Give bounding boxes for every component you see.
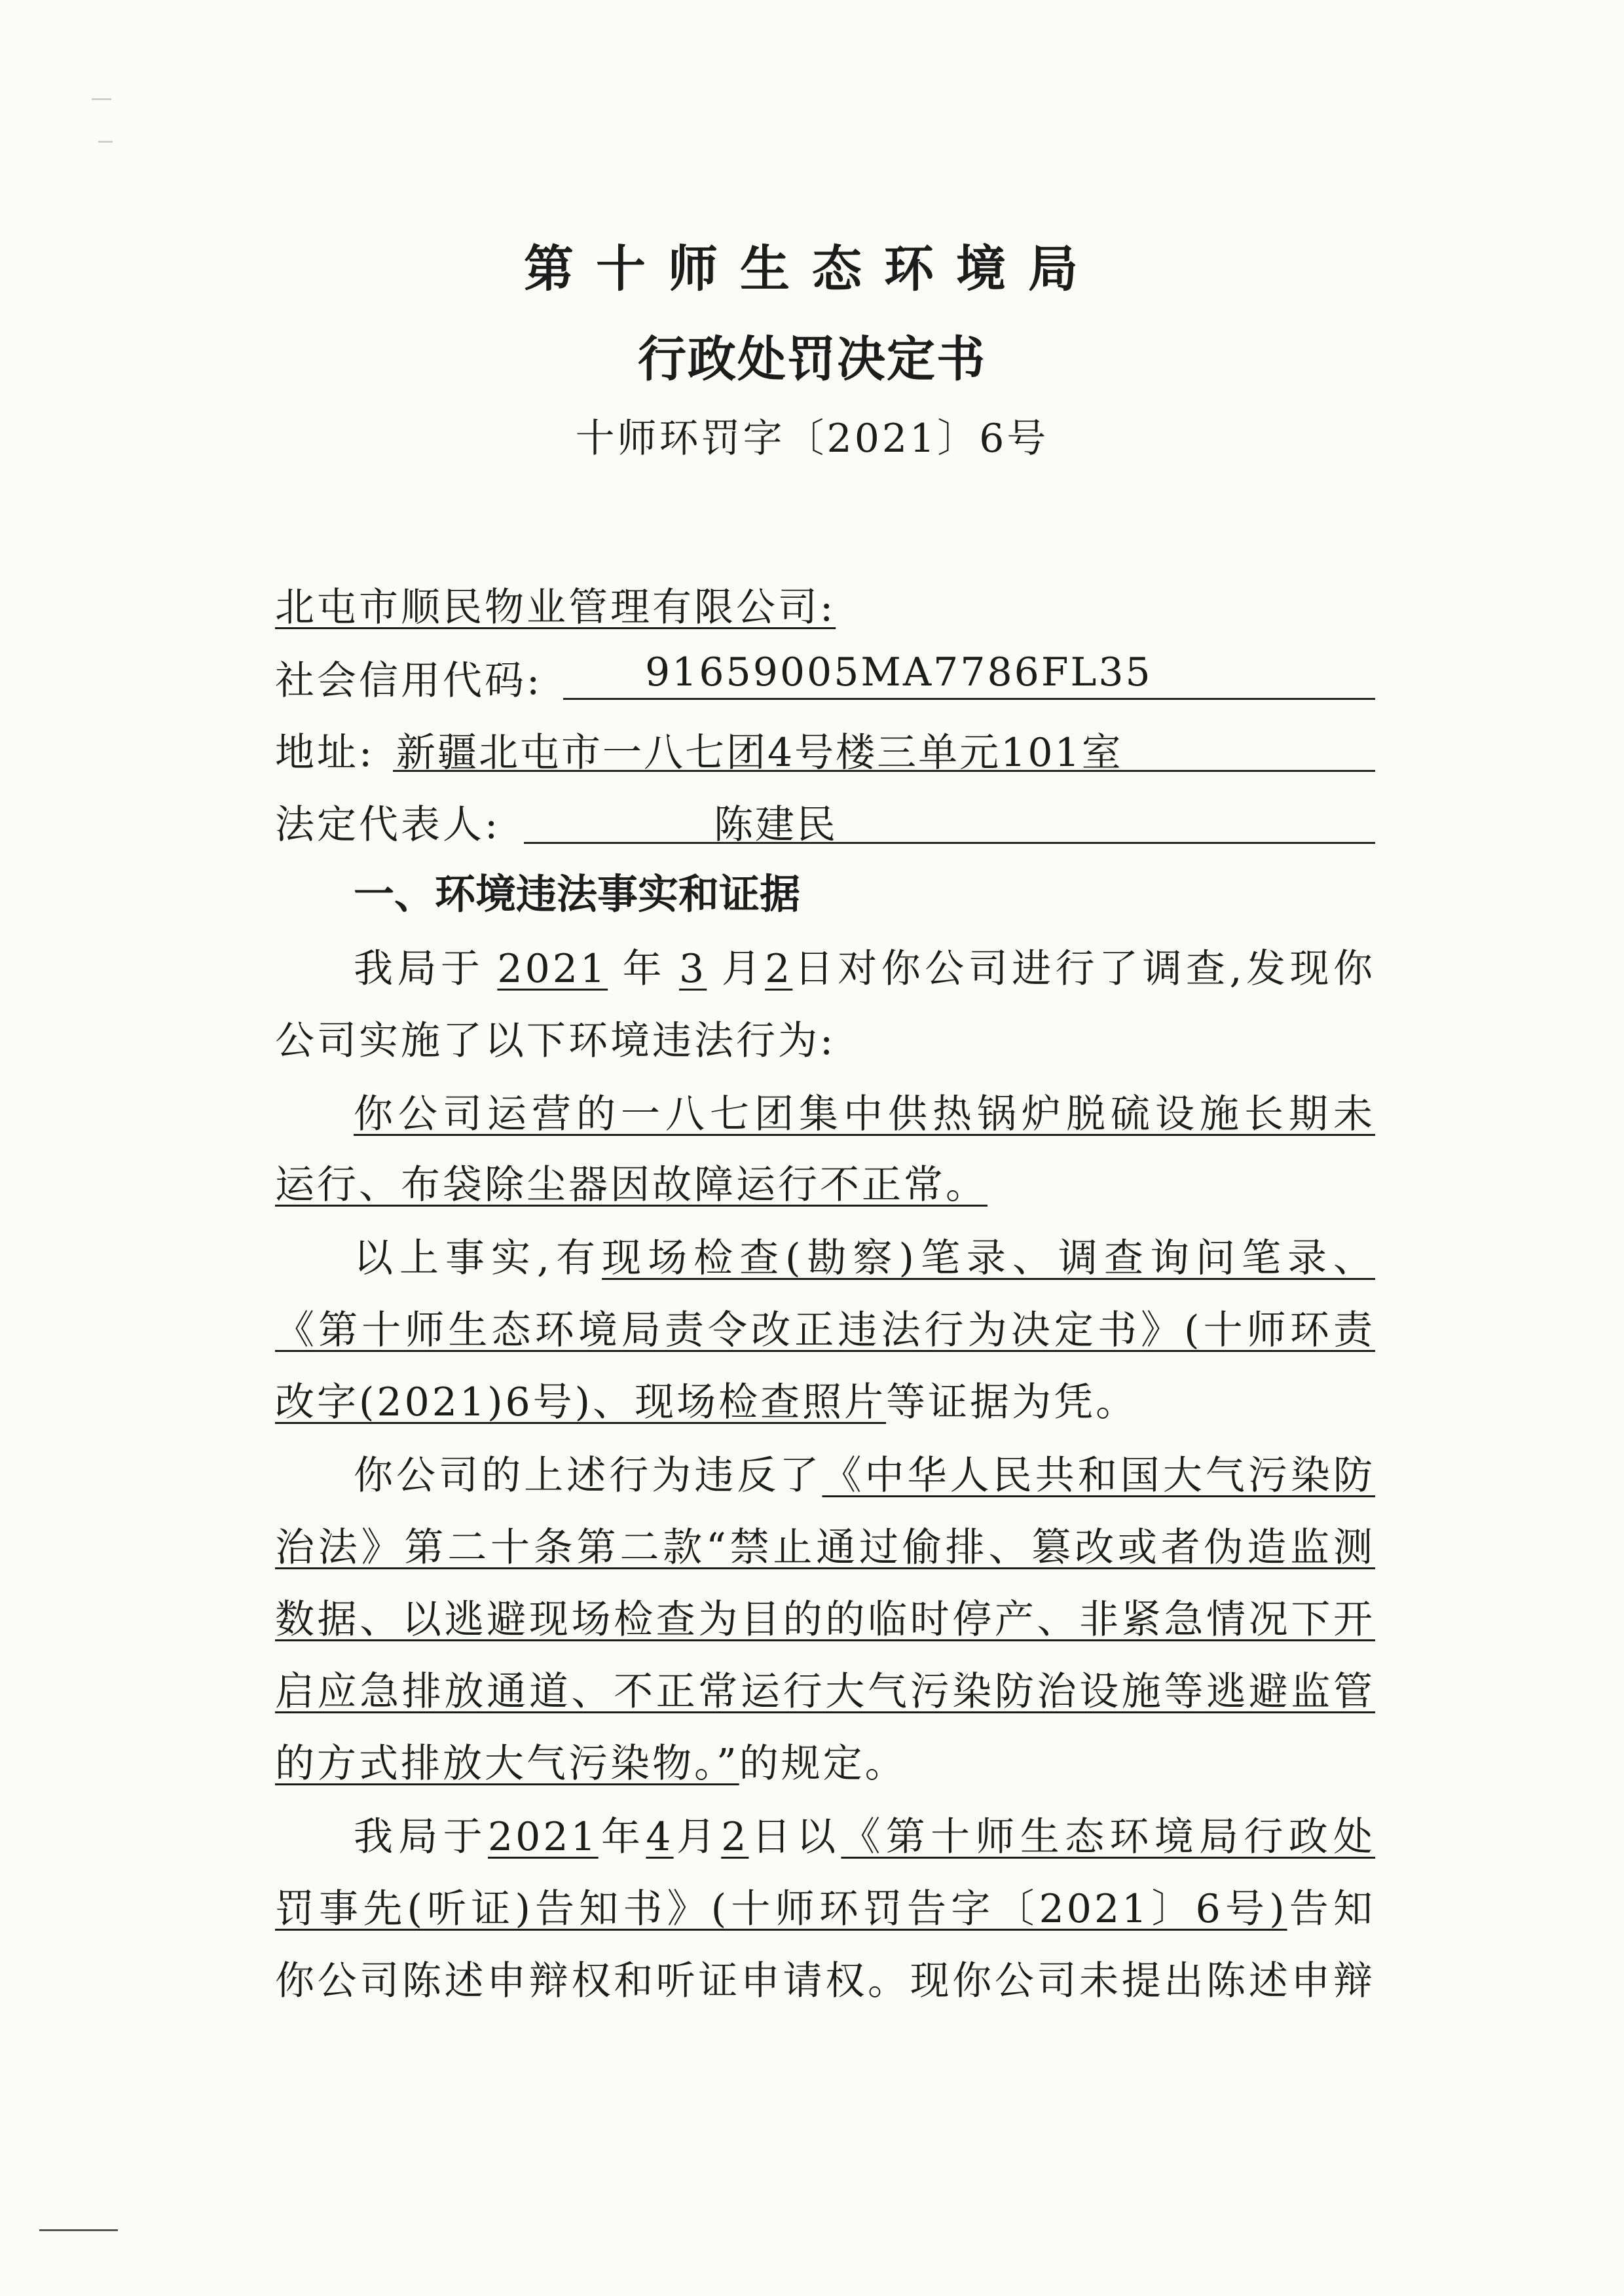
scan-mark [98, 141, 113, 143]
party-name: 北屯市顺民物业管理有限公司: [275, 585, 836, 630]
section-heading: 一、环境违法事实和证据 [354, 870, 801, 918]
legal-rep-underline [524, 842, 1375, 844]
address-value: 新疆北屯市一八七团4号楼三单元101室 [396, 730, 1123, 776]
scan-mark [39, 2229, 118, 2231]
credit-code-label: 社会信用代码: [275, 658, 543, 704]
document-type-title: 行政处罚决定书 [638, 331, 986, 388]
violation-fact-line: 运行、布袋除尘器因故障运行不正常。 [275, 1162, 987, 1208]
legal-rep-label: 法定代表人: [275, 802, 501, 848]
violation-fact-line: 你公司运营的一八七团集中供热锅炉脱硫设施长期未 [354, 1091, 1375, 1137]
body-line: 公司实施了以下环境违法行为: [275, 1018, 836, 1064]
law-line: 的方式排放大气污染物。”的规定。 [275, 1741, 907, 1787]
agency-title: 第十师生态环境局 [524, 240, 1100, 298]
legal-rep-value: 陈建民 [714, 802, 838, 848]
law-line: 治法》第二十条第二款“禁止通过偷排、篡改或者伪造监测 [275, 1525, 1375, 1571]
law-line: 启应急排放通道、不正常运行大气污染防治设施等逃避监管 [275, 1669, 1375, 1715]
credit-code-underline [563, 698, 1375, 700]
evidence-line: 《第十师生态环境局责令改正违法行为决定书》(十师环责 [275, 1307, 1375, 1353]
evidence-line: 改字(2021)6号)、现场检查照片等证据为凭。 [275, 1379, 1138, 1425]
address-label: 地址: [275, 730, 375, 776]
notice-line: 我局于2021年4月2日以《第十师生态环境局行政处 [354, 1814, 1376, 1860]
scan-mark [92, 98, 111, 100]
law-line: 数据、以逃避现场检查为目的的临时停产、非紧急情况下开 [275, 1597, 1375, 1643]
document-number: 十师环罚字〔2021〕6号 [575, 416, 1049, 462]
law-line: 你公司的上述行为违反了《中华人民共和国大气污染防 [354, 1453, 1376, 1499]
evidence-line: 以上事实,有现场检查(勘察)笔录、调查询问笔录、 [354, 1235, 1375, 1281]
credit-code-value: 91659005MA7786FL35 [645, 649, 1153, 695]
notice-line: 你公司陈述申辩权和听证申请权。现你公司未提出陈述申辩 [275, 1958, 1375, 2004]
body-line: 我局于 2021 年 3 月2日对你公司进行了调查,发现你 [354, 946, 1375, 992]
notice-line: 罚事先(听证)告知书》(十师环罚告字〔2021〕6号)告知 [275, 1886, 1375, 1932]
